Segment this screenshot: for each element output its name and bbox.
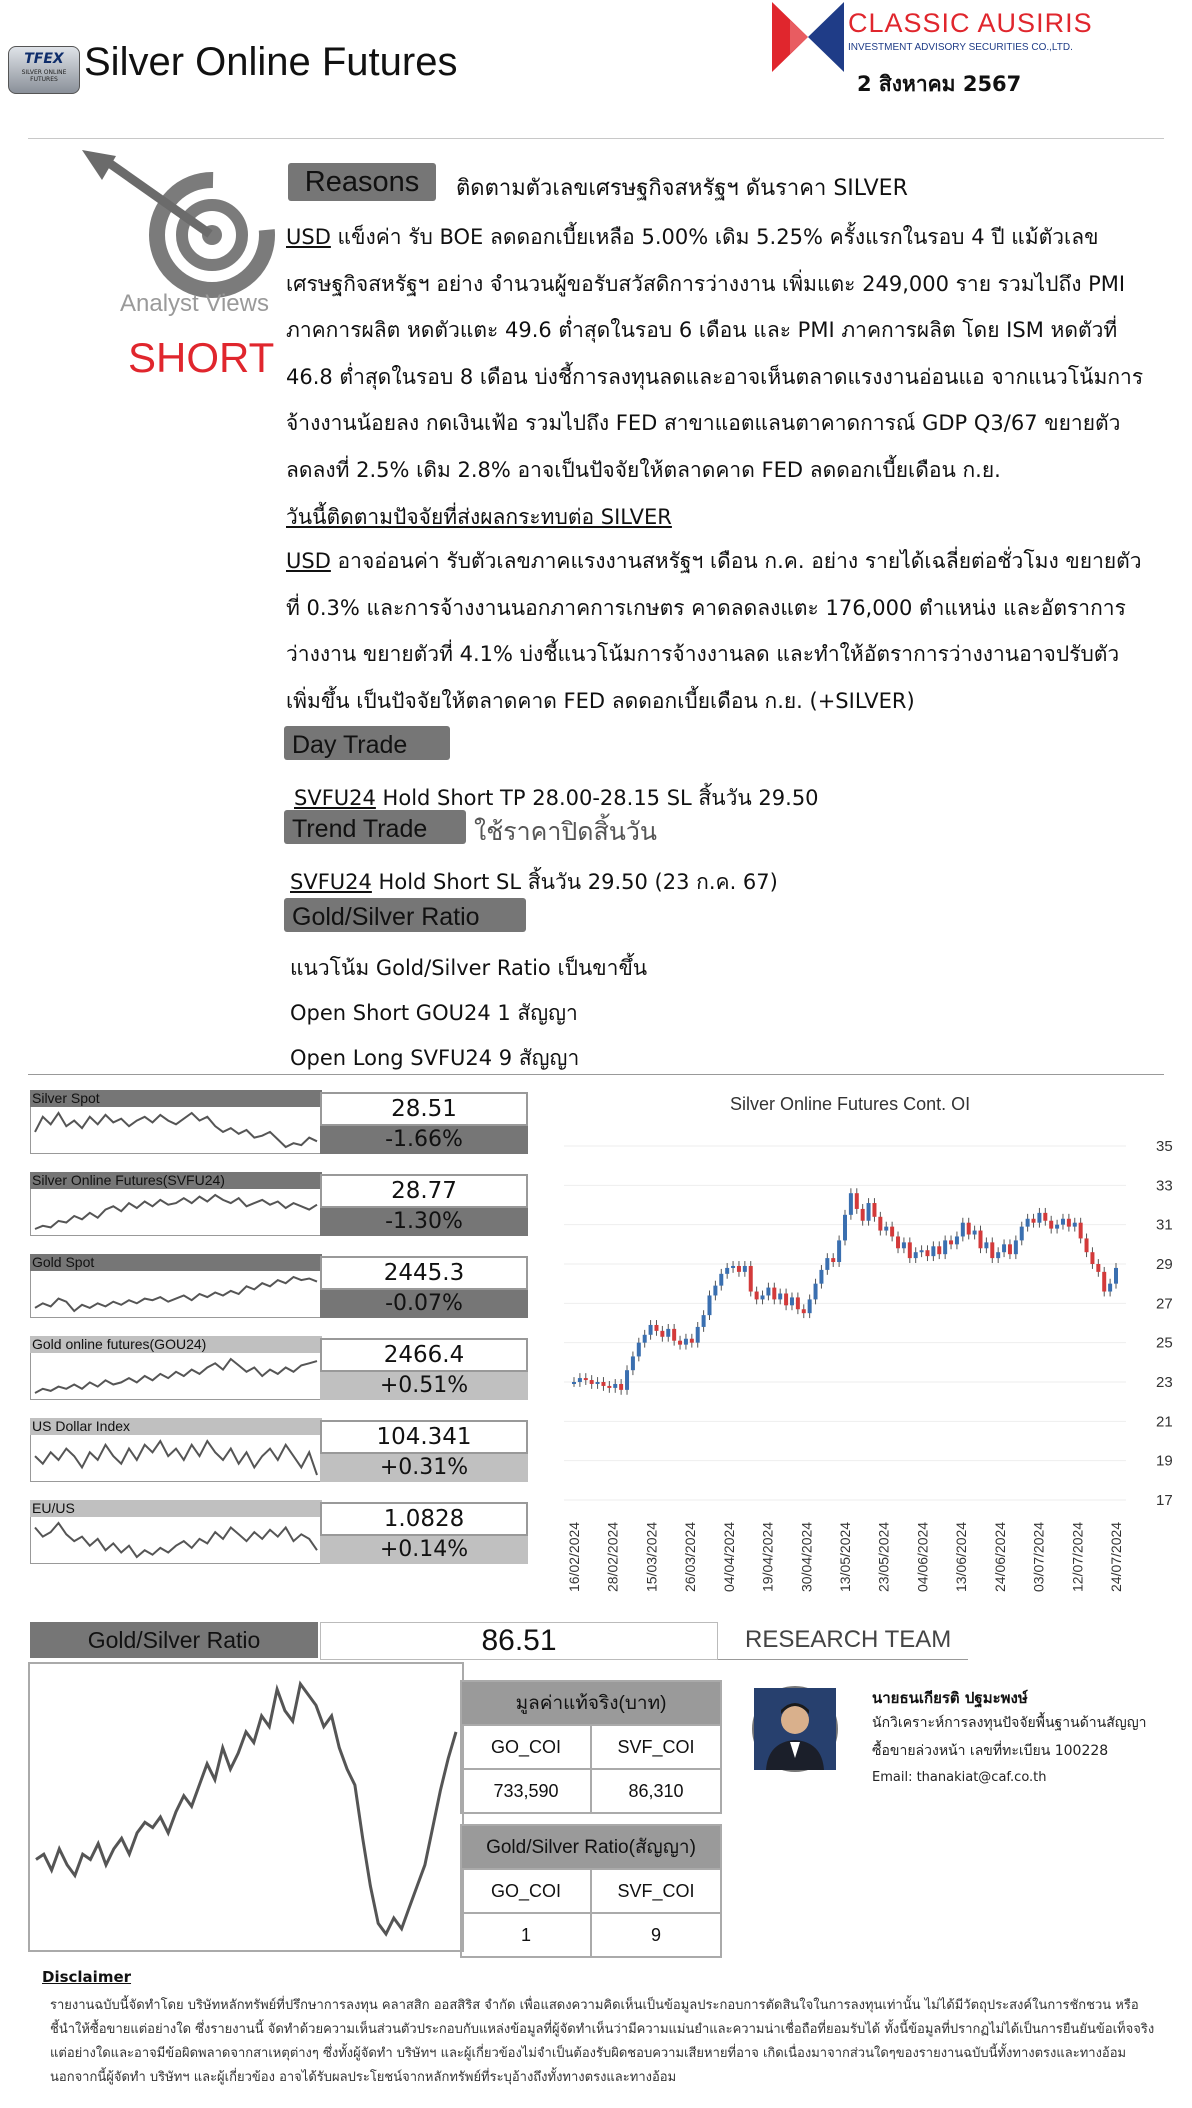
coi-header: GO_COI	[461, 1725, 591, 1769]
candle-body	[719, 1274, 723, 1286]
y-tick-label: 21	[1156, 1413, 1173, 1431]
analyst-views-label: Analyst Views	[120, 290, 269, 317]
ticker-price: 104.341	[320, 1420, 528, 1454]
trend-trade-symbol: SVFU24	[290, 870, 372, 894]
trend-trade-note: ใช้ราคาปิดสิ้นวัน	[474, 817, 657, 846]
oi-chart	[556, 1110, 1173, 1610]
ticker-sparkline-box	[30, 1353, 322, 1400]
ratio-sparkline-line	[36, 1684, 456, 1934]
candle-body	[696, 1327, 700, 1343]
reason-line: 46.8 ต่ำสุดในรอบ 8 เดือน บ่งชี้การลงทุนลดและอาจเห็นตลาดแรงงานอ่อนแอ จากแนวโน้มการ	[286, 364, 1144, 389]
y-tick-label: 35	[1156, 1138, 1173, 1155]
candle-body	[796, 1297, 800, 1309]
tfex-logo-sub: SILVER ONLINE FUTURES	[21, 69, 67, 83]
day-trade-tag: Day Trade	[284, 726, 450, 760]
research-team-label: RESEARCH TEAM	[745, 1626, 952, 1653]
candle-body	[1073, 1223, 1077, 1227]
candle-body	[961, 1223, 965, 1237]
x-tick-label: 13/06/2024	[953, 1521, 970, 1592]
candle-body	[590, 1380, 594, 1384]
ticker-change: -1.30%	[320, 1208, 528, 1236]
candle-body	[772, 1288, 776, 1300]
candle-body	[1055, 1225, 1059, 1229]
candle-body	[931, 1246, 935, 1256]
candle-body	[955, 1236, 959, 1244]
candle-body	[1008, 1244, 1012, 1254]
x-tick-label: 16/02/2024	[566, 1521, 582, 1592]
x-tick-label: 04/04/2024	[720, 1521, 737, 1592]
ticker-name: Gold Spot	[30, 1254, 322, 1271]
page-title: Silver Online Futures	[84, 40, 458, 84]
ticker-change: -0.07%	[320, 1290, 528, 1318]
candle-body	[766, 1288, 770, 1296]
candle-body	[596, 1382, 600, 1384]
ratio-tag: Gold/Silver Ratio	[30, 1622, 318, 1658]
ratio-header: GO_COI	[461, 1869, 591, 1913]
candle-body	[1043, 1213, 1047, 1221]
candle-body	[996, 1252, 1000, 1258]
ratio-chart-frame	[28, 1662, 464, 1952]
gs-ratio-line-2: Open Short GOU24 1 สัญญา	[290, 1001, 578, 1025]
candle-body	[908, 1242, 912, 1258]
candle-body	[843, 1215, 847, 1241]
coi-value-table	[460, 1680, 722, 1814]
trend-trade-line	[290, 866, 778, 899]
candle-body	[631, 1356, 635, 1370]
ratio-table-title: Gold/Silver Ratio(สัญญา)	[461, 1825, 721, 1869]
brand-logo-icon	[772, 2, 844, 72]
candle-body	[1108, 1284, 1112, 1292]
candle-body	[1037, 1213, 1041, 1223]
candle-body	[649, 1325, 653, 1335]
candle-body	[1085, 1238, 1089, 1252]
candle-body	[625, 1370, 629, 1390]
coi-header: SVF_COI	[591, 1725, 721, 1769]
gs-ratio-tag: Gold/Silver Ratio	[284, 898, 526, 932]
y-tick-label: 19	[1156, 1452, 1173, 1470]
candle-body	[584, 1378, 588, 1380]
candle-body	[937, 1246, 941, 1254]
ratio-value: 86.51	[320, 1622, 718, 1660]
today-heading: วันนี้ติดตามปัจจัยที่ส่งผลกระทบต่อ SILVER	[286, 505, 672, 529]
candle-body	[855, 1193, 859, 1209]
ticker-price: 28.77	[320, 1174, 528, 1208]
ticker-change: +0.31%	[320, 1454, 528, 1482]
candle-body	[684, 1339, 688, 1345]
candle-body	[967, 1223, 971, 1235]
candle-body	[890, 1227, 894, 1237]
brand-name: CLASSIC AUSIRIS	[848, 8, 1093, 38]
candle-body	[1014, 1240, 1018, 1254]
ticker-sparkline-line	[35, 1195, 317, 1229]
ticker-sparkline	[31, 1517, 321, 1563]
candle-body	[896, 1236, 900, 1248]
candle-body	[1090, 1252, 1094, 1264]
analyst-name: นายธนเกียรติ ปฐมะพงษ์	[872, 1689, 1028, 1707]
candle-body	[743, 1266, 747, 1272]
ticker-sparkline-box	[30, 1271, 322, 1318]
y-tick-label: 27	[1156, 1295, 1173, 1313]
ticker-sparkline-box	[30, 1107, 322, 1154]
candle-body	[808, 1299, 812, 1313]
reasons-tag: Reasons	[288, 163, 436, 201]
candle-body	[749, 1266, 753, 1292]
ticker-change: -1.66%	[320, 1126, 528, 1154]
candle-body	[979, 1231, 983, 1249]
ticker-sparkline	[31, 1271, 321, 1317]
usd-label: USD	[286, 549, 331, 573]
candle-body	[755, 1292, 759, 1300]
ticker-sparkline-line	[35, 1441, 317, 1475]
candle-body	[872, 1203, 876, 1217]
candle-body	[660, 1331, 664, 1337]
ticker-name: Silver Spot	[30, 1090, 322, 1107]
ticker-price: 28.51	[320, 1092, 528, 1126]
disclaimer-text: รายงานฉบับนี้จัดทำโดย บริษัทหลักทรัพย์ที่ปรึกษาการลงทุน คลาสสิก ออสสิริส จำกัด เพื่อแสดงความคิดเห็นเป็นข้อมูลประกอบการตัดสินใจในการลงทุนเท่านั้น ไม่ได้มีวัตถุประสงค์ในการชักชวน หรือชี้นำให้ซื้อขายแต่อย่างใด ซึ่งรายงานนี้ จัดทำด้วยความเห็นส่วนตัวประกอบกับแหล่งข้อมูลที่ผู้จัดทำเห็นว่ามีความแม่นยำและความน่าเชื่อถือที่ยอมรับได้ ทั้งนี้ข้อมูลที่ปรากฏไม่ได้เป็นการยืนยันข้อเท็จจริงแต่อย่างใดและอาจมีข้อผิดพลาดจากสาเหตุต่างๆ ซึ่งทั้งผู้จัดทำ บริษัทฯ และผู้เกี่ยวข้องไม่จำเป็นต้องรับผิดชอบความเสียหายที่อาจ เกิดเนื่องมาจากส่วนใดๆของรายงานฉบับนี้ทั้งทางตรงและทางอ้อม นอกจากนี้ผู้จัดทำ บริษัทฯ และผู้เกี่ยวข้อง อาจได้รับผลประโยชน์จากหลักทรัพย์ที่ระบุอ้างถึงทั้งทางตรงและทางอ้อม	[50, 1998, 1155, 2085]
candle-body	[984, 1242, 988, 1248]
candle-body	[643, 1335, 647, 1343]
reason-line: จ้างงานน้อยลง กดเงินเฟ้อ รวมไปถึง FED สาขาแอตแลนตาคาดการณ์ GDP Q3/67 ขยายตัว	[286, 411, 1121, 435]
coi-table-title: มูลค่าแท้จริง(บาท)	[461, 1681, 721, 1725]
coi-value: 733,590	[461, 1769, 591, 1813]
disclaimer-title: Disclaimer	[42, 1968, 132, 1986]
ticker-sparkline	[31, 1353, 321, 1399]
x-tick-label: 23/05/2024	[875, 1521, 892, 1592]
reason-line: ที่ 0.3% และการจ้างงานนอกภาคการเกษตร คาดลดลงแตะ 176,000 ตำแหน่ง และอัตราการ	[286, 595, 1126, 620]
candle-body	[672, 1329, 676, 1341]
candle-body	[702, 1315, 706, 1327]
candle-body	[802, 1309, 806, 1313]
candle-body	[814, 1284, 818, 1300]
ticker-sparkline-line	[35, 1113, 317, 1147]
candle-body	[601, 1382, 605, 1386]
candle-body	[1114, 1268, 1118, 1284]
reason-line: แข็งค่า รับ BOE ลดดอกเบี้ยเหลือ 5.00% เดิม 5.25% ครั้งแรกในรอบ 4 ปี แม้ตัวเลข	[330, 225, 1099, 249]
day-trade-text: Hold Short TP 28.00-28.15 SL สิ้นวัน 29.50	[375, 786, 819, 810]
candle-body	[861, 1209, 865, 1221]
reason-line: เศรษฐกิจสหรัฐฯ อย่าง จำนวนผู้ขอรับสวัสดิการว่างงาน เพิ่มแตะ 249,000 ราย รวมไปถึง PMI	[286, 271, 1126, 296]
candle-body	[737, 1266, 741, 1272]
research-divider	[718, 1659, 968, 1660]
x-tick-label: 15/03/2024	[643, 1521, 660, 1592]
candle-body	[837, 1240, 841, 1262]
x-tick-label: 28/02/2024	[604, 1521, 621, 1592]
candle-body	[867, 1203, 871, 1221]
ticker-change: +0.51%	[320, 1372, 528, 1400]
candle-body	[925, 1250, 929, 1256]
ticker-sparkline-line	[35, 1277, 317, 1311]
coi-value: 86,310	[591, 1769, 721, 1813]
y-tick-label: 17	[1156, 1492, 1173, 1509]
candle-body	[1102, 1272, 1106, 1292]
target-arrow-icon	[82, 150, 272, 290]
report-date: 2 สิงหาคม 2567	[857, 72, 1022, 96]
candle-body	[613, 1384, 617, 1388]
candle-body	[761, 1295, 765, 1299]
candle-body	[943, 1240, 947, 1254]
ticker-sparkline-box	[30, 1189, 322, 1236]
candle-body	[1061, 1219, 1065, 1225]
x-tick-label: 19/04/2024	[759, 1521, 776, 1592]
ticker-sparkline	[31, 1107, 321, 1153]
y-tick-label: 29	[1156, 1256, 1173, 1273]
header-divider	[28, 138, 1164, 139]
ticker-sparkline-box	[30, 1435, 322, 1482]
candle-body	[1020, 1227, 1024, 1241]
candle-body	[1079, 1223, 1083, 1239]
y-tick-label: 33	[1156, 1177, 1173, 1195]
ticker-price: 2445.3	[320, 1256, 528, 1290]
candle-body	[849, 1193, 853, 1215]
reason-line: ภาคการผลิต หดตัวแตะ 49.6 ต่ำสุดในรอบ 6 เดือน และ PMI ภาคการผลิต โดย ISM หดตัวที่	[286, 318, 1118, 342]
candle-body	[572, 1382, 576, 1384]
candle-body	[678, 1341, 682, 1345]
candle-body	[819, 1270, 823, 1284]
candle-body	[1002, 1244, 1006, 1252]
candle-body	[578, 1378, 582, 1382]
candle-body	[654, 1325, 658, 1331]
reason-line: ลดลงที่ 2.5% เดิม 2.8% อาจเป็นปัจจัยให้ตลาดคาด FED ลดดอกเบี้ยเดือน ก.ย.	[286, 457, 1001, 482]
oi-chart-title: Silver Online Futures Cont. OI	[730, 1094, 971, 1114]
ticker-sparkline-line	[35, 1359, 317, 1393]
candle-body	[1032, 1219, 1036, 1223]
candle-body	[825, 1258, 829, 1270]
reasons-headline: ติดตามตัวเลขเศรษฐกิจสหรัฐฯ ดันราคา SILVER	[456, 176, 908, 201]
candle-body	[949, 1240, 953, 1244]
x-tick-label: 03/07/2024	[1030, 1521, 1047, 1592]
gs-ratio-line-1: แนวโน้ม Gold/Silver Ratio เป็นขาขึ้น	[290, 956, 648, 980]
candle-body	[1096, 1264, 1100, 1272]
candle-body	[708, 1295, 712, 1315]
x-tick-label: 30/04/2024	[798, 1521, 815, 1592]
candle-body	[920, 1250, 924, 1252]
ratio-header: SVF_COI	[591, 1869, 721, 1913]
ticker-name: US Dollar Index	[30, 1418, 322, 1435]
ticker-price: 1.0828	[320, 1502, 528, 1536]
ticker-name: Silver Online Futures(SVFU24)	[30, 1172, 322, 1189]
signal-short: SHORT	[128, 334, 275, 381]
candle-body	[619, 1384, 623, 1390]
reason-line: อาจอ่อนค่า รับตัวเลขภาคแรงงานสหรัฐฯ เดือน ก.ค. อย่าง รายได้เฉลี่ยต่อชั่วโมง ขยายตัว	[330, 549, 1142, 573]
candle-body	[831, 1258, 835, 1262]
candle-body	[637, 1343, 641, 1357]
x-tick-label: 13/05/2024	[837, 1521, 853, 1592]
candle-body	[878, 1217, 882, 1231]
ratio-contract-value: 9	[591, 1913, 721, 1957]
candle-body	[990, 1242, 994, 1258]
candle-body	[690, 1339, 694, 1343]
candle-body	[725, 1268, 729, 1274]
analyst-license: ซื้อขายล่วงหน้า เลขที่ทะเบียน 100228	[872, 1743, 1109, 1759]
tfex-logo-text: TFEX	[24, 51, 64, 67]
candle-body	[713, 1286, 717, 1296]
ticker-change: +0.14%	[320, 1536, 528, 1564]
candle-body	[607, 1386, 611, 1388]
x-tick-label: 12/07/2024	[1069, 1521, 1086, 1592]
analyst-avatar	[752, 1686, 838, 1772]
y-tick-label: 31	[1156, 1216, 1173, 1234]
reason-line: ว่างงาน ขยายตัวที่ 4.1% บ่งชี้แนวโน้มการจ้างงานลด และทำให้อัตราการว่างงานอาจปรับตัว	[286, 642, 1120, 666]
x-tick-label: 26/03/2024	[682, 1521, 699, 1592]
candle-body	[778, 1294, 782, 1300]
reasons-paragraph-2	[286, 538, 1186, 724]
candle-body	[914, 1252, 918, 1258]
x-tick-label: 24/07/2024	[1108, 1521, 1124, 1592]
ticker-name: EU/US	[30, 1500, 322, 1517]
tfex-logo	[8, 46, 80, 94]
candle-body	[902, 1242, 906, 1248]
trend-trade-text: Hold Short SL สิ้นวัน 29.50 (23 ก.ค. 67)	[371, 870, 778, 894]
candle-body	[790, 1297, 794, 1305]
ticker-sparkline-line	[35, 1523, 317, 1557]
candle-body	[731, 1266, 735, 1268]
ticker-name: Gold online futures(GOU24)	[30, 1336, 322, 1353]
usd-label: USD	[286, 225, 331, 249]
candle-body	[973, 1231, 977, 1235]
y-tick-label: 25	[1156, 1334, 1173, 1352]
reason-line: เพิ่มขึ้น เป็นปัจจัยให้ตลาดคาด FED ลดดอกเบี้ยเดือน ก.ย. (+SILVER)	[286, 688, 915, 713]
analyst-email[interactable]: Email: thanakiat@caf.co.th	[872, 1770, 1047, 1785]
candle-body	[1067, 1219, 1071, 1227]
analyst-role: นักวิเคราะห์การลงทุนปัจจัยพื้นฐานด้านสัญญา	[872, 1715, 1147, 1731]
reasons-paragraph-1	[286, 214, 1186, 493]
ticker-sparkline	[31, 1189, 321, 1235]
day-trade-symbol: SVFU24	[294, 786, 376, 810]
section-divider	[28, 1074, 1164, 1075]
ticker-sparkline-box	[30, 1517, 322, 1564]
x-tick-label: 04/06/2024	[914, 1521, 931, 1592]
gs-ratio-line-3: Open Long SVFU24 9 สัญญา	[290, 1046, 580, 1070]
candle-body	[666, 1329, 670, 1337]
candle-body	[884, 1227, 888, 1231]
trend-trade-tag: Trend Trade	[284, 810, 466, 844]
candle-body	[784, 1294, 788, 1306]
candle-body	[1049, 1221, 1053, 1229]
ratio-contract-table	[460, 1824, 722, 1958]
ticker-price: 2466.4	[320, 1338, 528, 1372]
brand-subtitle: INVESTMENT ADVISORY SECURITIES CO.,LTD.	[848, 42, 1073, 53]
candle-body	[1026, 1219, 1030, 1227]
x-tick-label: 24/06/2024	[991, 1521, 1008, 1592]
ticker-sparkline	[31, 1435, 321, 1481]
ratio-sparkline	[30, 1664, 462, 1950]
y-tick-label: 23	[1156, 1374, 1173, 1391]
ratio-contract-value: 1	[461, 1913, 591, 1957]
